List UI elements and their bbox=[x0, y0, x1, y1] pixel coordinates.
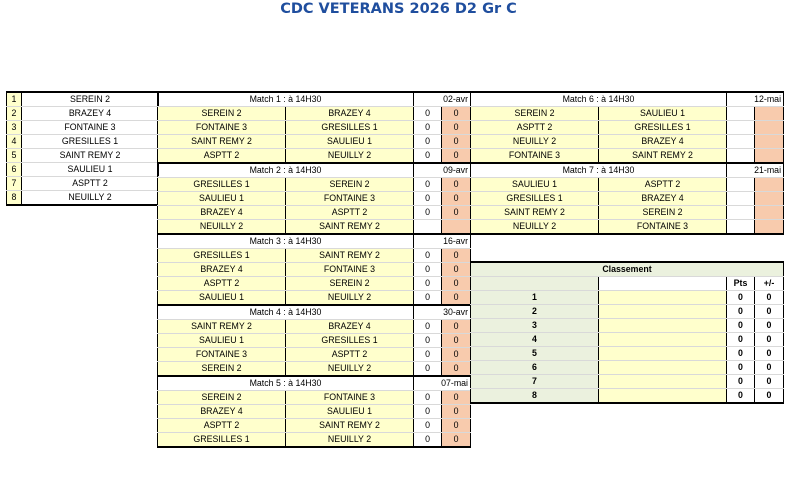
home-team: SAINT REMY 2 bbox=[471, 206, 599, 220]
home-team: ASPTT 2 bbox=[158, 419, 286, 433]
home-team: ASPTT 2 bbox=[158, 149, 286, 164]
away-score: 0 bbox=[442, 405, 471, 419]
match-row bbox=[471, 121, 784, 135]
away-team: GRESILLES 1 bbox=[599, 121, 727, 135]
away-team: SAULIEU 1 bbox=[599, 107, 727, 121]
away-score: 0 bbox=[442, 320, 471, 334]
standings-team bbox=[599, 389, 727, 404]
standings-rank: 6 bbox=[471, 361, 599, 375]
standings-team bbox=[599, 375, 727, 389]
home-team: FONTAINE 3 bbox=[158, 121, 286, 135]
match-row bbox=[158, 263, 471, 277]
standings-points: 0 bbox=[727, 375, 755, 389]
team-number: 3 bbox=[7, 121, 22, 135]
standings-diff: 0 bbox=[755, 347, 784, 361]
away-team: NEUILLY 2 bbox=[286, 433, 414, 448]
home-score bbox=[727, 107, 755, 121]
standings-title: Classement bbox=[471, 262, 784, 277]
away-team: GRESILLES 1 bbox=[286, 121, 414, 135]
team-row bbox=[7, 163, 159, 177]
standings-title-row bbox=[471, 262, 784, 277]
home-score: 0 bbox=[414, 192, 442, 206]
away-team: SAINT REMY 2 bbox=[286, 419, 414, 433]
away-score bbox=[755, 135, 784, 149]
team-row bbox=[7, 149, 159, 163]
standings-diff: 0 bbox=[755, 333, 784, 347]
standings-rank: 2 bbox=[471, 305, 599, 319]
standings-rank: 3 bbox=[471, 319, 599, 333]
home-score bbox=[727, 121, 755, 135]
standings-team bbox=[599, 361, 727, 375]
standings-diff: 0 bbox=[755, 375, 784, 389]
home-team: NEUILLY 2 bbox=[471, 135, 599, 149]
home-team: SEREIN 2 bbox=[158, 391, 286, 405]
home-team: SEREIN 2 bbox=[158, 107, 286, 121]
match-header bbox=[471, 163, 784, 178]
home-team: FONTAINE 3 bbox=[158, 348, 286, 362]
away-team: BRAZEY 4 bbox=[599, 192, 727, 206]
standings-diff: 0 bbox=[755, 389, 784, 404]
rank-header bbox=[471, 277, 599, 291]
match-header bbox=[158, 376, 471, 391]
team-name: SEREIN 2 bbox=[22, 92, 159, 107]
home-team: GRESILLES 1 bbox=[471, 192, 599, 206]
away-team: FONTAINE 3 bbox=[286, 192, 414, 206]
team-name: BRAZEY 4 bbox=[22, 107, 159, 121]
away-score: 0 bbox=[442, 178, 471, 192]
away-score: 0 bbox=[442, 277, 471, 291]
standings-points: 0 bbox=[727, 305, 755, 319]
home-team: SAULIEU 1 bbox=[158, 192, 286, 206]
team-number: 7 bbox=[7, 177, 22, 191]
match-row bbox=[158, 291, 471, 306]
away-score bbox=[755, 149, 784, 164]
away-score: 0 bbox=[442, 135, 471, 149]
home-score: 0 bbox=[414, 263, 442, 277]
match-row bbox=[158, 362, 471, 377]
match-row bbox=[158, 206, 471, 220]
away-team: NEUILLY 2 bbox=[286, 291, 414, 306]
standings-team bbox=[599, 291, 727, 305]
home-score bbox=[727, 178, 755, 192]
away-team: SEREIN 2 bbox=[286, 277, 414, 291]
home-score: 0 bbox=[414, 362, 442, 377]
away-team: BRAZEY 4 bbox=[599, 135, 727, 149]
team-row bbox=[7, 92, 159, 107]
standings-team bbox=[599, 347, 727, 361]
standings-points: 0 bbox=[727, 361, 755, 375]
home-score bbox=[727, 220, 755, 235]
standings-points: 0 bbox=[727, 347, 755, 361]
home-team: GRESILLES 1 bbox=[158, 178, 286, 192]
away-team: BRAZEY 4 bbox=[286, 107, 414, 121]
match-label: Match 7 : à 14H30 bbox=[471, 163, 727, 178]
home-team: SAINT REMY 2 bbox=[158, 320, 286, 334]
standings-rank: 5 bbox=[471, 347, 599, 361]
match-row bbox=[158, 107, 471, 121]
away-score bbox=[755, 121, 784, 135]
match-row bbox=[158, 334, 471, 348]
away-team: SAULIEU 1 bbox=[286, 135, 414, 149]
match-row bbox=[158, 178, 471, 192]
away-team: SAINT REMY 2 bbox=[599, 149, 727, 164]
home-score: 0 bbox=[414, 419, 442, 433]
match-label: Match 2 : à 14H30 bbox=[158, 163, 414, 178]
away-team: SEREIN 2 bbox=[599, 206, 727, 220]
home-team: NEUILLY 2 bbox=[158, 220, 286, 235]
away-team: GRESILLES 1 bbox=[286, 334, 414, 348]
standings-points: 0 bbox=[727, 319, 755, 333]
match-row bbox=[158, 405, 471, 419]
standings-team bbox=[599, 319, 727, 333]
match-schedule-right bbox=[470, 91, 784, 235]
diff-header: +/- bbox=[755, 277, 784, 291]
standings-points: 0 bbox=[727, 389, 755, 404]
home-score bbox=[414, 220, 442, 235]
away-score bbox=[755, 206, 784, 220]
match-date: 30-avr bbox=[414, 305, 471, 320]
away-team: FONTAINE 3 bbox=[599, 220, 727, 235]
home-score: 0 bbox=[414, 433, 442, 448]
away-team: FONTAINE 3 bbox=[286, 391, 414, 405]
match-header bbox=[158, 92, 471, 107]
standings-rank: 8 bbox=[471, 389, 599, 404]
home-team: GRESILLES 1 bbox=[158, 249, 286, 263]
team-name: SAINT REMY 2 bbox=[22, 149, 159, 163]
team-row bbox=[7, 107, 159, 121]
away-team: ASPTT 2 bbox=[286, 348, 414, 362]
away-team: SAINT REMY 2 bbox=[286, 220, 414, 235]
away-score: 0 bbox=[442, 121, 471, 135]
home-team: BRAZEY 4 bbox=[158, 263, 286, 277]
home-score bbox=[727, 149, 755, 164]
away-score: 0 bbox=[442, 249, 471, 263]
standings-rank: 4 bbox=[471, 333, 599, 347]
home-team: ASPTT 2 bbox=[158, 277, 286, 291]
home-score: 0 bbox=[414, 277, 442, 291]
match-header bbox=[158, 163, 471, 178]
match-label: Match 6 : à 14H30 bbox=[471, 92, 727, 107]
standings-diff: 0 bbox=[755, 305, 784, 319]
away-score: 0 bbox=[442, 391, 471, 405]
standings-row bbox=[471, 333, 784, 347]
away-team: NEUILLY 2 bbox=[286, 149, 414, 164]
match-row bbox=[158, 192, 471, 206]
match-label: Match 5 : à 14H30 bbox=[158, 376, 414, 391]
standings-points: 0 bbox=[727, 333, 755, 347]
team-header bbox=[599, 277, 727, 291]
standings-rank: 7 bbox=[471, 375, 599, 389]
home-score: 0 bbox=[414, 405, 442, 419]
away-team: FONTAINE 3 bbox=[286, 263, 414, 277]
standings-table bbox=[470, 261, 784, 404]
match-row bbox=[158, 320, 471, 334]
standings-row bbox=[471, 319, 784, 333]
away-score: 0 bbox=[442, 206, 471, 220]
away-team: SEREIN 2 bbox=[286, 178, 414, 192]
match-label: Match 1 : à 14H30 bbox=[158, 92, 414, 107]
home-team: SEREIN 2 bbox=[471, 107, 599, 121]
standings-row bbox=[471, 375, 784, 389]
standings-row bbox=[471, 305, 784, 319]
away-team: BRAZEY 4 bbox=[286, 320, 414, 334]
home-team: FONTAINE 3 bbox=[471, 149, 599, 164]
home-score bbox=[727, 206, 755, 220]
home-score bbox=[727, 192, 755, 206]
away-score: 0 bbox=[442, 334, 471, 348]
home-team: SAULIEU 1 bbox=[158, 291, 286, 306]
team-number: 2 bbox=[7, 107, 22, 121]
match-row bbox=[158, 135, 471, 149]
standings-diff: 0 bbox=[755, 291, 784, 305]
team-row bbox=[7, 177, 159, 191]
team-list bbox=[6, 91, 159, 206]
away-score: 0 bbox=[442, 362, 471, 377]
match-header bbox=[158, 305, 471, 320]
standings-row bbox=[471, 347, 784, 361]
team-row bbox=[7, 121, 159, 135]
away-score: 0 bbox=[442, 192, 471, 206]
away-score bbox=[755, 192, 784, 206]
team-row bbox=[7, 135, 159, 149]
match-row bbox=[158, 433, 471, 448]
away-score: 0 bbox=[442, 263, 471, 277]
away-score: 0 bbox=[442, 419, 471, 433]
away-score bbox=[442, 220, 471, 235]
match-schedule-left bbox=[157, 91, 471, 448]
match-row bbox=[471, 135, 784, 149]
match-row bbox=[471, 107, 784, 121]
home-team: ASPTT 2 bbox=[471, 121, 599, 135]
match-date: 21-mai bbox=[727, 163, 784, 178]
match-row bbox=[158, 277, 471, 291]
match-label: Match 4 : à 14H30 bbox=[158, 305, 414, 320]
standings-diff: 0 bbox=[755, 319, 784, 333]
match-date: 16-avr bbox=[414, 234, 471, 249]
away-score: 0 bbox=[442, 348, 471, 362]
away-team: NEUILLY 2 bbox=[286, 362, 414, 377]
match-date: 02-avr bbox=[414, 92, 471, 107]
home-team: SAINT REMY 2 bbox=[158, 135, 286, 149]
home-team: GRESILLES 1 bbox=[158, 433, 286, 448]
standings-row bbox=[471, 291, 784, 305]
match-date: 09-avr bbox=[414, 163, 471, 178]
team-name: NEUILLY 2 bbox=[22, 191, 159, 206]
away-score: 0 bbox=[442, 149, 471, 164]
standings-team bbox=[599, 305, 727, 319]
match-label: Match 3 : à 14H30 bbox=[158, 234, 414, 249]
home-score: 0 bbox=[414, 107, 442, 121]
home-score: 0 bbox=[414, 206, 442, 220]
team-number: 6 bbox=[7, 163, 22, 177]
away-team: SAINT REMY 2 bbox=[286, 249, 414, 263]
away-score bbox=[755, 220, 784, 235]
team-number: 1 bbox=[7, 92, 22, 107]
home-team: BRAZEY 4 bbox=[158, 206, 286, 220]
team-name: FONTAINE 3 bbox=[22, 121, 159, 135]
away-score bbox=[755, 107, 784, 121]
home-score: 0 bbox=[414, 348, 442, 362]
standings-team bbox=[599, 333, 727, 347]
team-name: GRESILLES 1 bbox=[22, 135, 159, 149]
standings-header-row bbox=[471, 277, 784, 291]
home-score: 0 bbox=[414, 320, 442, 334]
match-row bbox=[471, 192, 784, 206]
match-header bbox=[471, 92, 784, 107]
match-date: 12-mai bbox=[727, 92, 784, 107]
team-name: SAULIEU 1 bbox=[22, 163, 159, 177]
away-score: 0 bbox=[442, 433, 471, 448]
away-team: SAULIEU 1 bbox=[286, 405, 414, 419]
pts-header: Pts bbox=[727, 277, 755, 291]
standings-rank: 1 bbox=[471, 291, 599, 305]
match-row bbox=[158, 391, 471, 405]
home-score: 0 bbox=[414, 149, 442, 164]
standings-row bbox=[471, 361, 784, 375]
match-row bbox=[158, 149, 471, 164]
match-header bbox=[158, 234, 471, 249]
home-score: 0 bbox=[414, 249, 442, 263]
match-row bbox=[158, 121, 471, 135]
match-row bbox=[158, 220, 471, 235]
match-row bbox=[158, 348, 471, 362]
match-row bbox=[158, 249, 471, 263]
away-team: ASPTT 2 bbox=[286, 206, 414, 220]
team-name: ASPTT 2 bbox=[22, 177, 159, 191]
away-score: 0 bbox=[442, 107, 471, 121]
match-row bbox=[471, 220, 784, 235]
team-number: 4 bbox=[7, 135, 22, 149]
page-title: CDC VETERANS 2026 D2 Gr C bbox=[280, 1, 517, 17]
home-score: 0 bbox=[414, 121, 442, 135]
standings-row bbox=[471, 389, 784, 404]
match-row bbox=[471, 178, 784, 192]
home-team: SEREIN 2 bbox=[158, 362, 286, 377]
home-score: 0 bbox=[414, 178, 442, 192]
team-row bbox=[7, 191, 159, 206]
team-number: 8 bbox=[7, 191, 22, 206]
match-date: 07-mai bbox=[414, 376, 471, 391]
home-team: SAULIEU 1 bbox=[158, 334, 286, 348]
home-score: 0 bbox=[414, 291, 442, 306]
away-team: ASPTT 2 bbox=[599, 178, 727, 192]
home-team: SAULIEU 1 bbox=[471, 178, 599, 192]
home-score: 0 bbox=[414, 135, 442, 149]
home-score: 0 bbox=[414, 334, 442, 348]
home-score bbox=[727, 135, 755, 149]
standings-diff: 0 bbox=[755, 361, 784, 375]
team-number: 5 bbox=[7, 149, 22, 163]
home-score: 0 bbox=[414, 391, 442, 405]
match-row bbox=[471, 149, 784, 164]
away-score bbox=[755, 178, 784, 192]
match-row bbox=[158, 419, 471, 433]
home-team: BRAZEY 4 bbox=[158, 405, 286, 419]
standings-points: 0 bbox=[727, 291, 755, 305]
match-row bbox=[471, 206, 784, 220]
home-team: NEUILLY 2 bbox=[471, 220, 599, 235]
away-score: 0 bbox=[442, 291, 471, 306]
